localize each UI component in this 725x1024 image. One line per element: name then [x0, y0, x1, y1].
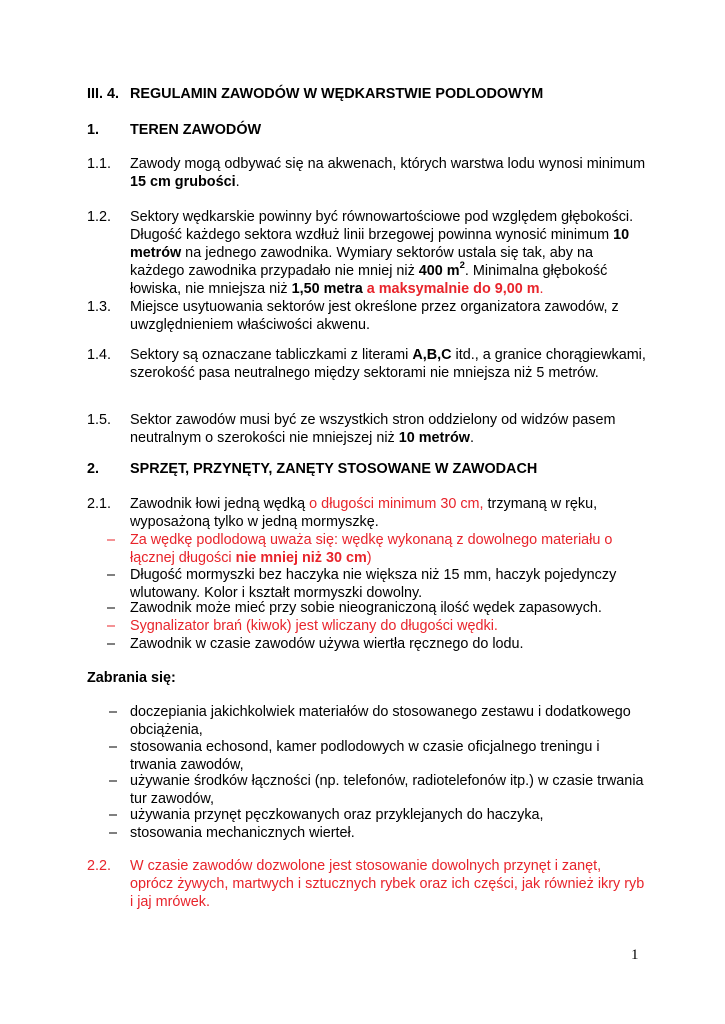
list-item: – Długość mormyszki bez haczyka nie większa niż 15 mm, haczyk pojedynczy wlutowany. Kolor i kształt mormyszki dowolny.: [107, 567, 617, 601]
list-item: – stosowania echosond, kamer podlodowych w czasie oficjalnego treningu i trwania zawodów,: [109, 739, 600, 773]
paragraph-2-2: [87, 857, 647, 911]
prohibitions-heading: Zabrania się:: [87, 670, 176, 686]
dash-bullet: –: [107, 636, 116, 652]
dash-bullet: –: [107, 532, 116, 548]
paragraph-text: Miejsce usytuowania sektorów jest określone przez organizatora zawodów, z uwzględnieniem właściwości akwenu.: [130, 299, 619, 333]
section-number: 2.: [87, 461, 100, 477]
paragraph-number: 1.4.: [87, 347, 112, 363]
paragraph-text: Zawodnik łowi jedną wędką o długości minimum 30 cm, trzymaną w ręku, wyposażoną tylko w jedną mormyszkę.: [130, 496, 598, 530]
dash-bullet: –: [109, 807, 118, 823]
dash-bullet: –: [107, 567, 116, 583]
list-item: – stosowania mechanicznych wierteł.: [109, 825, 355, 841]
paragraph-1-4: [87, 346, 647, 382]
paragraph-text: Sektory wędkarskie powinny być równowartościowe pod względem głębokości. Długość każdego sektora wzdłuż linii brzegowej powinna wynosić minimum 10 metrów na jednego zawodnika. Wymiary sektorów ustala się tak, aby na każdego zawodnika przypadało nie mniej niż 400 $m^2$. Minimalna głębokość łowiska, nie mniejsza niż 1,50 metra a maksymalnie do 9,00 m.: [130, 209, 634, 297]
title-text: REGULAMIN ZAWODÓW W WĘDKARSTWIE PODLODOWYM: [130, 86, 544, 102]
dash-bullet: –: [109, 825, 118, 841]
list-item: – Zawodnik może mieć przy sobie nieograniczoną ilość wędek zapasowych.: [107, 600, 602, 616]
list-item: – używanie środków łączności (np. telefonów, radiotelefonów itp.) w czasie trwania tur zawodów,: [109, 773, 644, 807]
section-number: 1.: [87, 122, 100, 138]
section-title: TEREN ZAWODÓW: [130, 122, 262, 138]
document-title: [87, 85, 647, 103]
paragraph-number: 1.3.: [87, 299, 112, 315]
paragraph-1-1: [87, 155, 647, 191]
dash-bullet: –: [107, 618, 116, 634]
paragraph-number: 1.2.: [87, 209, 112, 225]
dash-bullet: –: [109, 704, 118, 720]
dash-bullet: –: [107, 600, 116, 616]
paragraph-text: Sektory są oznaczane tabliczkami z literami A,B,C itd., a granice chorągiewkami, szerokość pasa neutralnego między sektorami nie mniejsza niż 5 metrów.: [130, 347, 646, 381]
title-number: III. 4.: [87, 86, 119, 102]
dash-bullet: –: [109, 739, 118, 755]
paragraph-1-2: [87, 208, 647, 298]
list-item: – Za wędkę podlodową uważa się: wędkę wykonaną z dowolnego materiału o łącznej długości nie mniej niż 30 cm): [107, 532, 613, 566]
paragraph-text: Zawody mogą odbywać się na akwenach, których warstwa lodu wynosi minimum 15 cm grubości.: [130, 156, 646, 190]
paragraph-text: Sektor zawodów musi być ze wszystkich stron oddzielony od widzów pasem neutralnym o szerokości nie mniejszej niż 10 metrów.: [130, 412, 616, 446]
paragraph-text: W czasie zawodów dozwolone jest stosowanie dowolnych przynęt i zanęt, oprócz żywych, martwych i sztucznych rybek oraz ich części, jak również ikry ryb i jaj mrówek.: [130, 858, 645, 910]
list-item: – używania przynęt pęczkowanych oraz przyklejanych do haczyka,: [109, 807, 544, 823]
page-number: 1: [631, 947, 639, 963]
paragraph-2-1: [87, 495, 647, 531]
paragraph-number: 2.1.: [87, 496, 112, 512]
section-title: SPRZĘT, PRZYNĘTY, ZANĘTY STOSOWANE W ZAWODACH: [130, 461, 538, 477]
section-heading-2: [87, 460, 647, 478]
list-item: – Zawodnik w czasie zawodów używa wiertła ręcznego do lodu.: [107, 636, 524, 652]
paragraph-number: 2.2.: [87, 858, 112, 874]
paragraph-1-5: [87, 411, 647, 447]
list-item: – doczepiania jakichkolwiek materiałów do stosowanego zestawu i dodatkowego obciążenia,: [109, 704, 631, 738]
list-item: – Sygnalizator brań (kiwok) jest wliczany do długości wędki.: [107, 618, 498, 634]
dash-bullet: –: [109, 773, 118, 789]
paragraph-number: 1.1.: [87, 156, 112, 172]
section-heading-1: [87, 121, 647, 139]
paragraph-number: 1.5.: [87, 412, 112, 428]
paragraph-1-3: [87, 298, 647, 334]
